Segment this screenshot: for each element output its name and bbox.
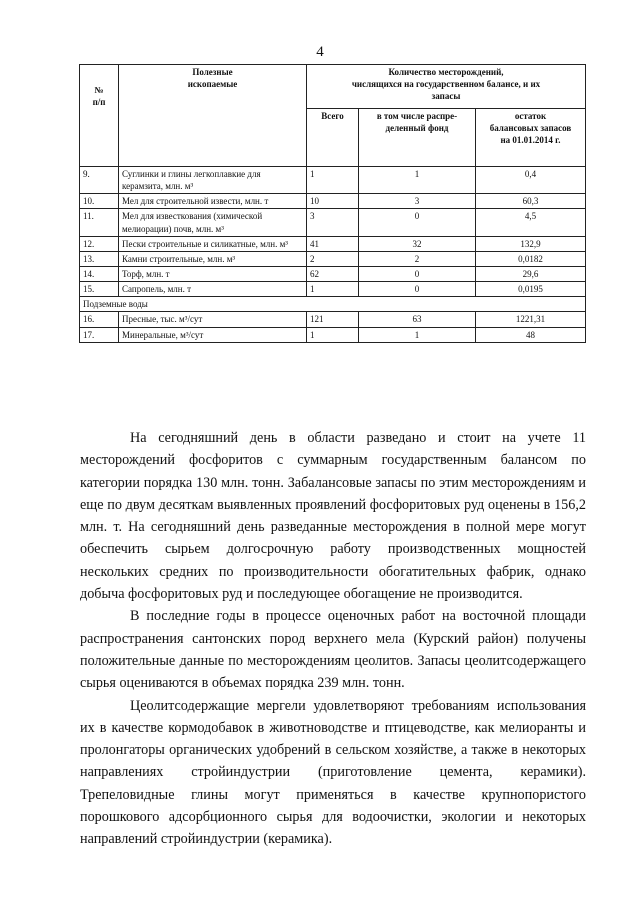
header-mineral: Полезные ископаемые [119,65,307,167]
page-number: 4 [316,44,324,60]
row-mineral-name: Мел для известкования (химической мелиорации) почв, млн. м³ [119,209,307,236]
row-distributed-fund: 1 [359,167,476,194]
row-reserve-rest: 0,4 [476,167,586,194]
row-distributed-fund: 0 [359,209,476,236]
row-total: 1 [307,167,359,194]
header-num: № п/п [80,65,119,167]
row-distributed-fund: 2 [359,251,476,266]
row-total: 121 [307,312,359,327]
row-mineral-name: Сапропель, млн. т [119,282,307,297]
table-row [80,282,586,297]
paragraph-marls: Цеолитсодержащие мергели удовлетворяют требованиям использования их в качестве кормодобавок в животноводстве и птицеводстве, как мелиоранты и пролонгаторы органических удобрений в сельском хозяйстве, а также в некоторых направлениях стройиндустрии (приготовление цемента, керамики). Трепеловидные глины могут применяться в качестве крупнопористого порошкового адсорбционного сырья для водоочистки, экологии и некоторых направлений стройиндустрии (керамика). [80,697,586,848]
paragraph-zeolites: В последние годы в процессе оценочных работ на восточной площади распространения сантонских пород верхнего мела (Курский район) получены положительные данные по месторождениям цеолитов. Запасы цеолитсодержащего сырья оцениваются в объемах порядка 239 млн. тонн. [80,608,586,692]
row-distributed-fund: 3 [359,194,476,209]
row-distributed-fund: 0 [359,282,476,297]
body-text [80,427,586,851]
row-distributed-fund: 63 [359,312,476,327]
row-reserve-rest: 48 [476,327,586,342]
row-distributed-fund: 0 [359,266,476,281]
row-reserve-rest: 29,6 [476,266,586,281]
row-reserve-rest: 132,9 [476,236,586,251]
row-number: 17. [80,327,119,342]
header-total: Всего [307,109,359,167]
row-number: 9. [80,167,119,194]
row-number: 12. [80,236,119,251]
row-reserve-rest: 0,0182 [476,251,586,266]
table-row [80,194,586,209]
row-reserve-rest: 60,3 [476,194,586,209]
row-mineral-name: Камни строительные, млн. м³ [119,251,307,266]
row-number: 13. [80,251,119,266]
deposits-table [79,64,586,343]
table-row [80,266,586,281]
row-total: 62 [307,266,359,281]
row-mineral-name: Минеральные, м³/сут [119,327,307,342]
row-number: 16. [80,312,119,327]
row-total: 3 [307,209,359,236]
section-groundwater: Подземные воды [80,297,586,312]
row-distributed-fund: 1 [359,327,476,342]
paragraph-phosphorites: На сегодняшний день в области разведано и стоит на учете 11 месторождений фосфоритов с суммарным государственным балансом по категории порядка 130 млн. тонн. Забалансовые запасы по этим месторождениям и еще по двум десяткам выявленных проявлений фосфоритовых руд оценены в 156,2 млн. т. На сегодняшний день разведанные месторождения в полной мере могут обеспечить сырьем долгосрочную работу производственных мощностей нескольких средних по производительности обогатительных фабрик, однако добыча фосфоритовых руд и последующее обогащение не производится. [80,430,586,603]
table-row [80,251,586,266]
row-total: 41 [307,236,359,251]
row-reserve-rest: 0,0195 [476,282,586,297]
row-mineral-name: Пески строительные и силикатные, млн. м³ [119,236,307,251]
row-total: 1 [307,327,359,342]
table-row [80,209,586,236]
row-distributed-fund: 32 [359,236,476,251]
row-mineral-name: Мел для строительной извести, млн. т [119,194,307,209]
row-number: 15. [80,282,119,297]
row-mineral-name: Торф, млн. т [119,266,307,281]
table-row [80,312,586,327]
row-mineral-name: Пресные, тыс. м³/сут [119,312,307,327]
row-mineral-name: Суглинки и глины легкоплавкие для керамзита, млн. м³ [119,167,307,194]
row-number: 10. [80,194,119,209]
row-number: 11. [80,209,119,236]
table-row [80,167,586,194]
table-row [80,236,586,251]
row-number: 14. [80,266,119,281]
row-reserve-rest: 1221,31 [476,312,586,327]
row-total: 2 [307,251,359,266]
header-distributed-fund: в том числе распре- деленный фонд [359,109,476,167]
row-total: 1 [307,282,359,297]
header-deposits-count: Количество месторождений, числящихся на государственном балансе, и их запасы [307,65,586,109]
row-reserve-rest: 4,5 [476,209,586,236]
header-reserve-rest: остаток балансовых запасов на 01.01.2014 г. [476,109,586,167]
row-total: 10 [307,194,359,209]
table-row [80,327,586,342]
